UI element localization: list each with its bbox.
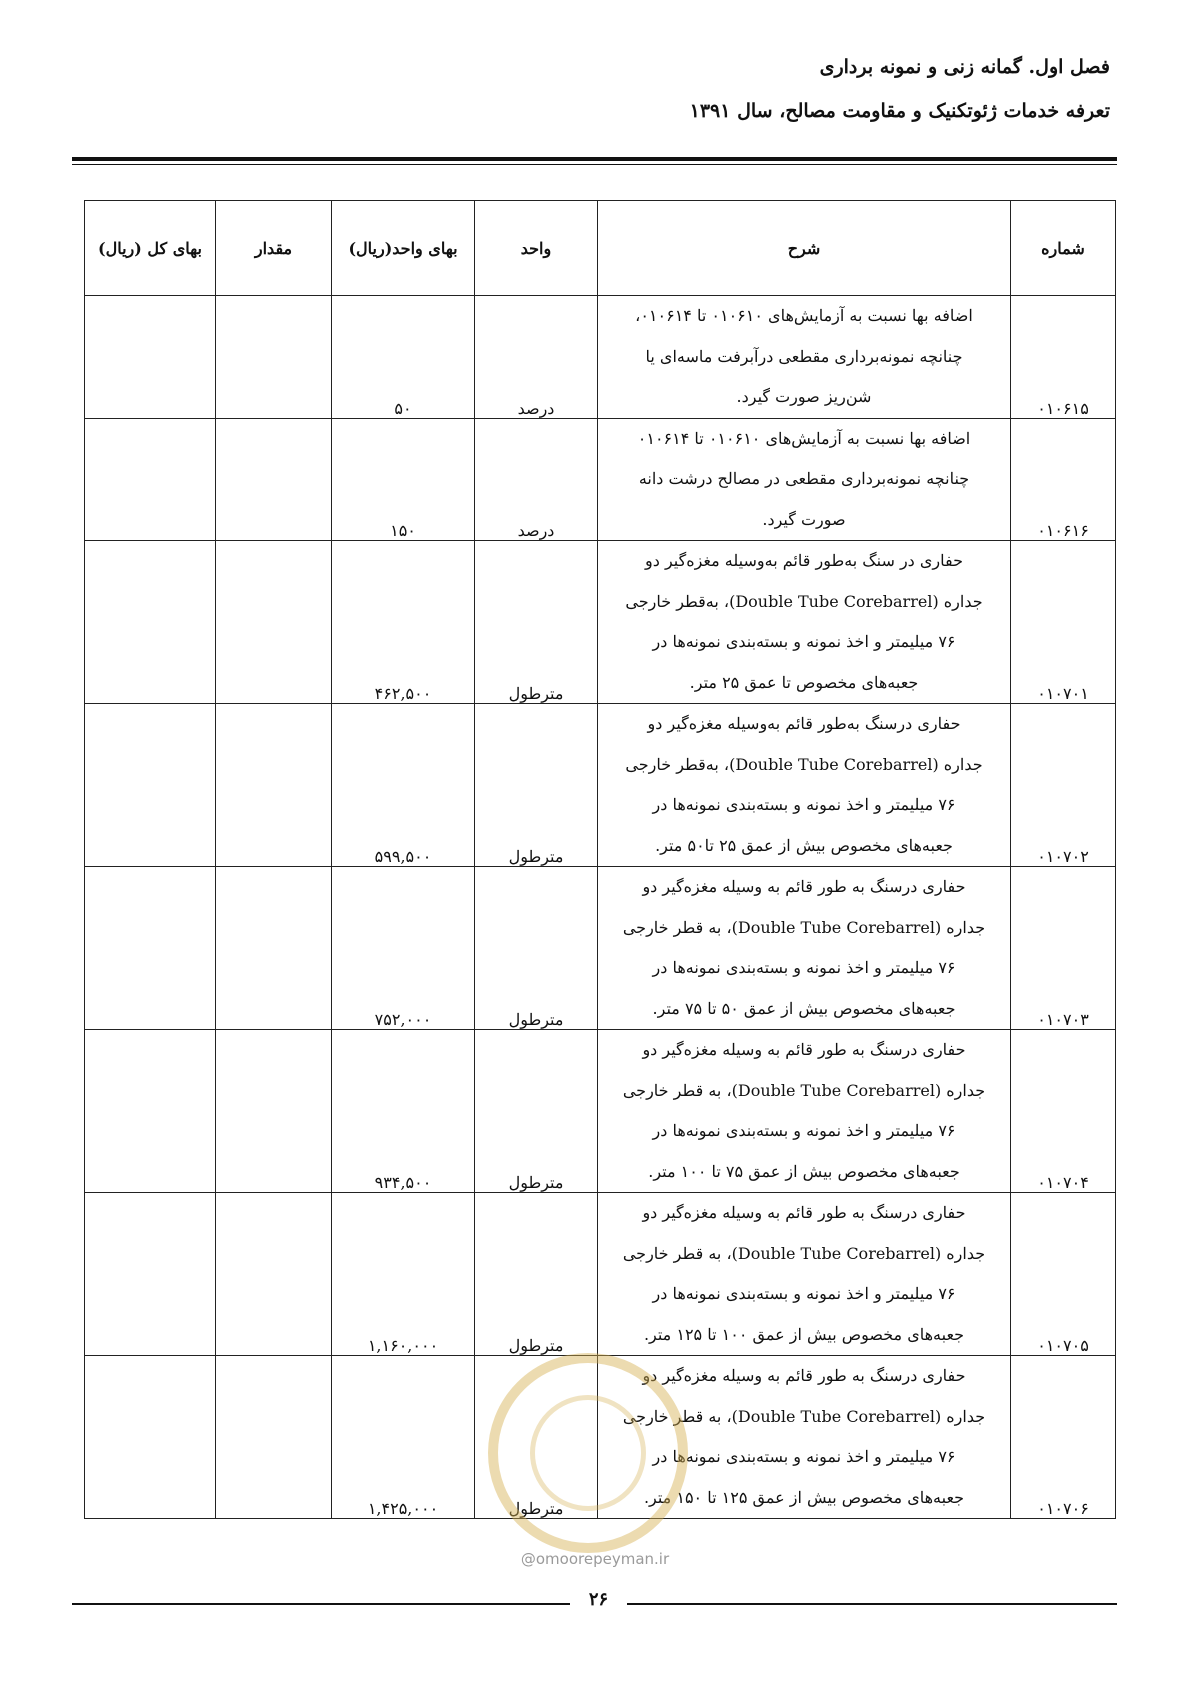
- row-total: [85, 541, 216, 704]
- row-unit-price: ۱,۱۶۰,۰۰۰: [332, 1193, 475, 1356]
- row-description: [598, 1030, 1011, 1193]
- row-code: ۰۱۰۶۱۶: [1011, 418, 1116, 541]
- description-line: حفاری درسنگ به‌طور قائم به‌وسیله مغزه‌گیر دو: [647, 714, 961, 733]
- description-line: جعبه‌های مخصوص بیش از عمق ۵۰ تا ۷۵ متر.: [652, 998, 956, 1018]
- header-rule-thick: [72, 157, 1117, 161]
- row-description: [598, 1193, 1011, 1356]
- table-row: [85, 1030, 1116, 1193]
- row-unit: مترطول: [475, 1193, 598, 1356]
- row-total: [85, 1193, 216, 1356]
- row-code: ۰۱۰۷۰۳: [1011, 867, 1116, 1030]
- footer-rule-right: [627, 1603, 1117, 1605]
- description-line: چنانچه نمونه‌برداری مقطعی درآبرفت ماسه‌ای یا: [645, 346, 963, 366]
- header-code: شماره: [1011, 201, 1116, 296]
- row-unit: مترطول: [475, 1356, 598, 1519]
- description-line: جداره (Double Tube Corebarrel)، به قطر خارجی: [622, 1243, 986, 1263]
- row-total: [85, 418, 216, 541]
- header-total-price: بهای کل (ریال): [85, 201, 216, 296]
- description-line: حفاری درسنگ به طور قائم به وسیله مغزه‌گیر دو: [642, 1203, 966, 1222]
- description-line: جداره (Double Tube Corebarrel)، به قطر خارجی: [622, 1406, 986, 1426]
- row-total: [85, 704, 216, 867]
- row-quantity: [216, 418, 332, 541]
- table-row: [85, 296, 1116, 419]
- row-unit: درصد: [475, 296, 598, 419]
- description-line: ۷۶ میلیمتر و اخذ نمونه و بسته‌بندی نمونه‌ها در: [652, 1284, 956, 1303]
- table-body: [85, 296, 1116, 1519]
- description-line: ۷۶ میلیمتر و اخذ نمونه و بسته‌بندی نمونه‌ها در: [652, 795, 956, 814]
- header-quantity: مقدار: [216, 201, 332, 296]
- description-line: جعبه‌های مخصوص تا عمق ۲۵ متر.: [689, 672, 919, 692]
- description-line: ۷۶ میلیمتر و اخذ نمونه و بسته‌بندی نمونه‌ها در: [652, 958, 956, 977]
- row-total: [85, 1356, 216, 1519]
- row-quantity: [216, 296, 332, 419]
- row-total: [85, 1030, 216, 1193]
- page-header: [690, 56, 1110, 122]
- row-code: ۰۱۰۷۰۵: [1011, 1193, 1116, 1356]
- header-rule-thin: [72, 164, 1117, 165]
- description-line: جعبه‌های مخصوص بیش از عمق ۱۰۰ تا ۱۲۵ متر.: [643, 1324, 965, 1344]
- row-unit-price: ۱۵۰: [332, 418, 475, 541]
- description-line: ۷۶ میلیمتر و اخذ نمونه و بسته‌بندی نمونه‌ها در: [652, 1121, 956, 1140]
- row-unit-price: ۷۵۲,۰۰۰: [332, 867, 475, 1030]
- description-line: جعبه‌های مخصوص بیش از عمق ۱۲۵ تا ۱۵۰ متر.: [643, 1487, 965, 1507]
- row-unit-price: ۱,۴۲۵,۰۰۰: [332, 1356, 475, 1519]
- description-line: جداره (Double Tube Corebarrel)، به‌قطر خارجی: [625, 591, 983, 611]
- row-quantity: [216, 1030, 332, 1193]
- description-line: اضافه بها نسبت به آزمایش‌های ۰۱۰۶۱۰ تا ۰۱۰۶۱۴: [637, 428, 971, 448]
- table-header-row: [85, 201, 1116, 296]
- row-total: [85, 296, 216, 419]
- book-title: تعرفه خدمات ژئوتکنیک و مقاومت مصالح، سال ۱۳۹۱: [689, 100, 1110, 122]
- description-line: ۷۶ میلیمتر و اخذ نمونه و بسته‌بندی نمونه‌ها در: [652, 632, 956, 651]
- page-number: ۲۶: [588, 1589, 609, 1610]
- table-row: [85, 1193, 1116, 1356]
- table-row: [85, 418, 1116, 541]
- table-row: [85, 541, 1116, 704]
- description-line: ۷۶ میلیمتر و اخذ نمونه و بسته‌بندی نمونه‌ها در: [652, 1447, 956, 1466]
- description-line: چنانچه نمونه‌برداری مقطعی در مصالح درشت دانه: [638, 469, 970, 488]
- row-description: [598, 867, 1011, 1030]
- description-line: جعبه‌های مخصوص بیش از عمق ۷۵ تا ۱۰۰ متر.: [648, 1161, 960, 1181]
- row-unit-price: ۵۹۹,۵۰۰: [332, 704, 475, 867]
- header-unit: واحد: [475, 201, 598, 296]
- row-description: [598, 296, 1011, 419]
- header-unit-price: بهای واحد(ریال): [332, 201, 475, 296]
- row-description: [598, 704, 1011, 867]
- description-line: حفاری در سنگ به‌طور قائم به‌وسیله مغزه‌گیر دو: [645, 551, 963, 570]
- table-row: [85, 867, 1116, 1030]
- row-unit-price: ۵۰: [332, 296, 475, 419]
- row-code: ۰۱۰۷۰۲: [1011, 704, 1116, 867]
- row-quantity: [216, 867, 332, 1030]
- row-unit: مترطول: [475, 541, 598, 704]
- tariff-table: [84, 200, 1116, 1519]
- description-line: حفاری درسنگ به طور قائم به وسیله مغزه‌گیر دو: [642, 1366, 966, 1385]
- row-quantity: [216, 704, 332, 867]
- row-quantity: [216, 1193, 332, 1356]
- row-description: [598, 1356, 1011, 1519]
- description-line: جعبه‌های مخصوص بیش از عمق ۲۵ تا۵۰ متر.: [655, 835, 953, 855]
- description-line: جداره (Double Tube Corebarrel)، به‌قطر خارجی: [625, 754, 983, 774]
- watermark-site: @omoorepeyman.ir: [520, 1550, 670, 1568]
- row-unit-price: ۴۶۲,۵۰۰: [332, 541, 475, 704]
- row-unit: مترطول: [475, 1030, 598, 1193]
- row-quantity: [216, 541, 332, 704]
- row-code: ۰۱۰۷۰۱: [1011, 541, 1116, 704]
- table-row: [85, 704, 1116, 867]
- table-row: [85, 1356, 1116, 1519]
- row-code: ۰۱۰۷۰۶: [1011, 1356, 1116, 1519]
- row-description: [598, 541, 1011, 704]
- description-line: جداره (Double Tube Corebarrel)، به قطر خارجی: [622, 917, 986, 937]
- description-line: صورت گیرد.: [762, 509, 846, 529]
- header-description: شرح: [598, 201, 1011, 296]
- row-unit: مترطول: [475, 867, 598, 1030]
- footer-rule-left: [72, 1603, 570, 1605]
- chapter-title: فصل اول. گمانه زنی و نمونه برداری: [819, 56, 1110, 78]
- row-unit: درصد: [475, 418, 598, 541]
- row-description: [598, 418, 1011, 541]
- description-line: شن‌ریز صورت گیرد.: [736, 387, 872, 406]
- row-code: ۰۱۰۷۰۴: [1011, 1030, 1116, 1193]
- row-code: ۰۱۰۶۱۵: [1011, 296, 1116, 419]
- row-total: [85, 867, 216, 1030]
- row-unit: مترطول: [475, 704, 598, 867]
- description-line: حفاری درسنگ به طور قائم به وسیله مغزه‌گیر دو: [642, 877, 966, 896]
- row-unit-price: ۹۳۴,۵۰۰: [332, 1030, 475, 1193]
- description-line: اضافه بها نسبت به آزمایش‌های ۰۱۰۶۱۰ تا ۰۱۰۶۱۴،: [635, 306, 973, 325]
- description-line: جداره (Double Tube Corebarrel)، به قطر خارجی: [622, 1080, 986, 1100]
- description-line: حفاری درسنگ به طور قائم به وسیله مغزه‌گیر دو: [642, 1040, 966, 1059]
- row-quantity: [216, 1356, 332, 1519]
